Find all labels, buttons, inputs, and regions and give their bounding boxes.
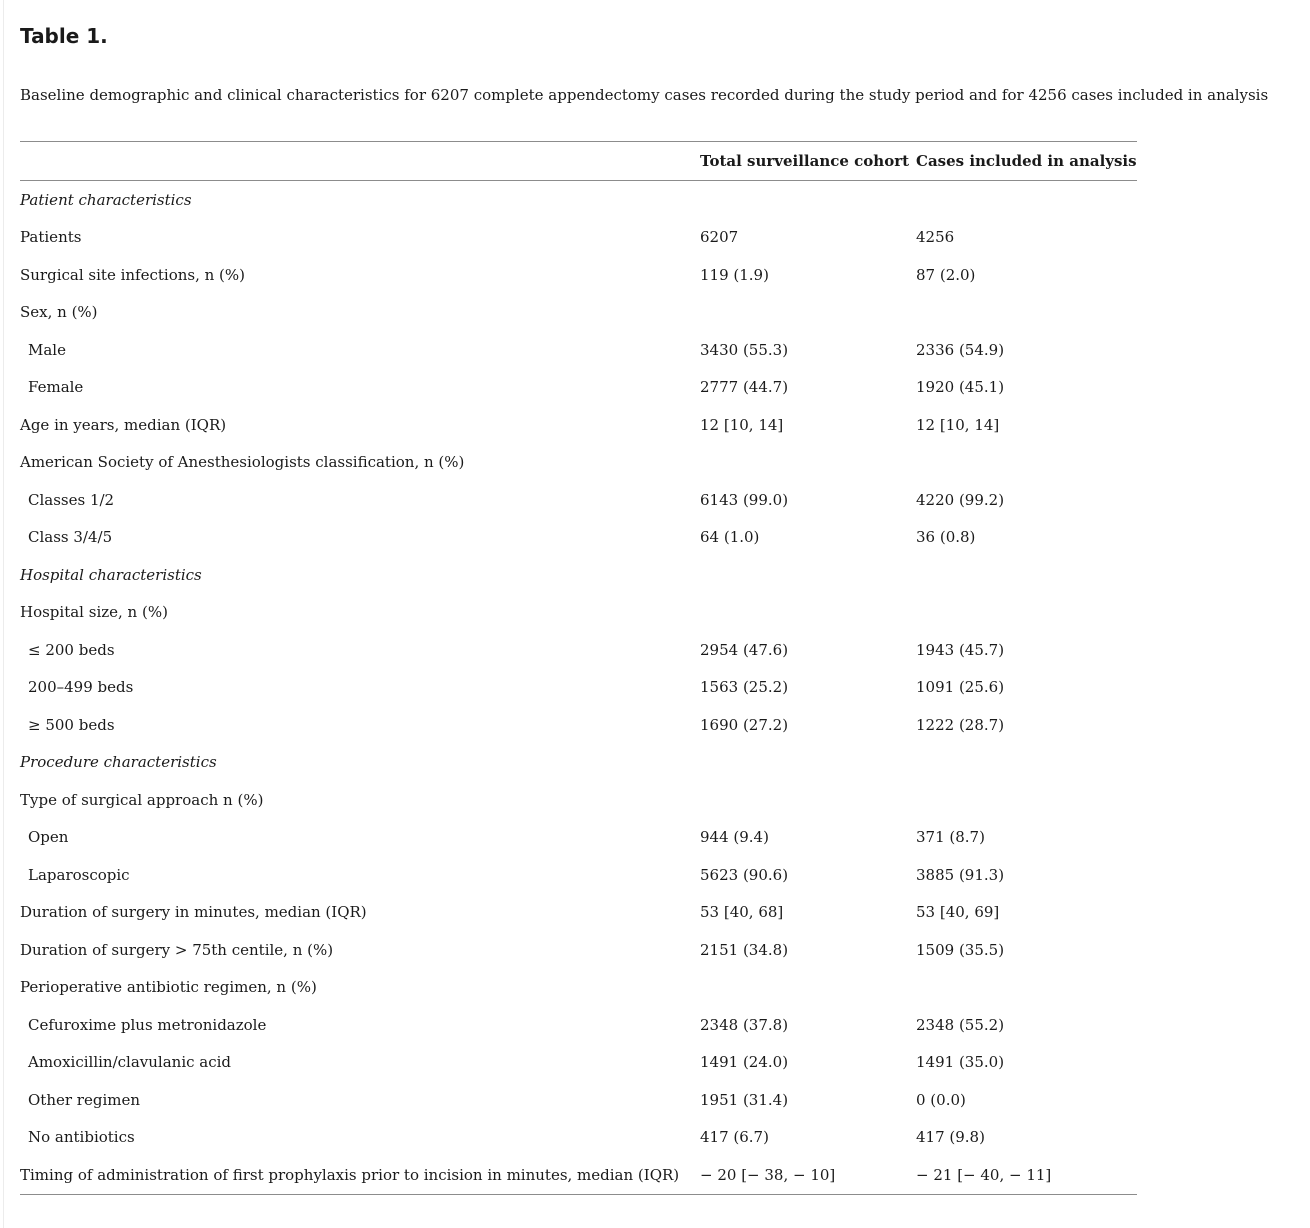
row-label: Duration of surgery in minutes, median (IQR) bbox=[20, 903, 367, 922]
header-cases-included: Cases included in analysis bbox=[916, 142, 1137, 181]
total-cohort-value: 53 [40, 68] bbox=[700, 903, 784, 922]
total-cohort-value bbox=[700, 744, 916, 782]
header-total-cohort: Total surveillance cohort bbox=[700, 142, 916, 181]
cases-included-value: 1920 (45.1) bbox=[916, 378, 1005, 397]
table-row bbox=[20, 931, 1137, 969]
row-label: Perioperative antibiotic regimen, n (%) bbox=[20, 978, 317, 997]
row-label: Amoxicillin/clavulanic acid bbox=[28, 1053, 232, 1072]
section-title: Hospital characteristics bbox=[20, 565, 202, 584]
table-row bbox=[20, 969, 1137, 1007]
page-left-border bbox=[3, 0, 4, 1228]
total-cohort-value: 119 (1.9) bbox=[700, 265, 769, 284]
row-label: 200–499 beds bbox=[28, 678, 134, 697]
row-label: No antibiotics bbox=[28, 1128, 135, 1147]
cases-included-value: 417 (9.8) bbox=[916, 1128, 985, 1147]
cases-included-value bbox=[916, 556, 1137, 594]
section-title: Patient characteristics bbox=[20, 190, 192, 209]
table-row bbox=[20, 256, 1137, 294]
table-row bbox=[20, 819, 1137, 857]
row-label: Surgical site infections, n (%) bbox=[20, 265, 246, 284]
section-header-row bbox=[20, 181, 1137, 219]
total-cohort-value: 64 (1.0) bbox=[700, 528, 760, 547]
table-row bbox=[20, 781, 1137, 819]
row-label: ≤ 200 beds bbox=[28, 640, 115, 659]
header-row bbox=[20, 142, 1137, 181]
table-row bbox=[20, 481, 1137, 519]
row-label: Type of surgical approach n (%) bbox=[20, 790, 264, 809]
total-cohort-value bbox=[700, 294, 916, 332]
row-label: Timing of administration of first prophylaxis prior to incision in minutes, median (IQR) bbox=[20, 1165, 680, 1184]
total-cohort-value bbox=[700, 594, 916, 632]
row-label: Other regimen bbox=[28, 1090, 141, 1109]
total-cohort-value: 1563 (25.2) bbox=[700, 678, 789, 697]
cases-included-value: 2348 (55.2) bbox=[916, 1015, 1005, 1034]
table-row bbox=[20, 1119, 1137, 1157]
row-label: Open bbox=[28, 828, 69, 847]
table-row bbox=[20, 519, 1137, 557]
cases-included-value: 1491 (35.0) bbox=[916, 1053, 1005, 1072]
row-label: Sex, n (%) bbox=[20, 303, 98, 322]
total-cohort-value bbox=[700, 969, 916, 1007]
table-row bbox=[20, 1081, 1137, 1119]
table-title: Table 1. bbox=[20, 24, 108, 48]
cases-included-value bbox=[916, 294, 1137, 332]
cases-included-value: 1091 (25.6) bbox=[916, 678, 1005, 697]
table-header bbox=[20, 142, 1137, 181]
row-label: American Society of Anesthesiologists classification, n (%) bbox=[20, 453, 465, 472]
section-header-row bbox=[20, 556, 1137, 594]
table-row bbox=[20, 594, 1137, 632]
cases-included-value: 1222 (28.7) bbox=[916, 715, 1005, 734]
total-cohort-value: − 20 [− 38, − 10] bbox=[700, 1165, 836, 1184]
row-label: Female bbox=[28, 378, 84, 397]
table-row bbox=[20, 331, 1137, 369]
section-header-row bbox=[20, 744, 1137, 782]
cases-included-value: 53 [40, 69] bbox=[916, 903, 1000, 922]
cases-included-value: 1943 (45.7) bbox=[916, 640, 1005, 659]
row-label: Classes 1/2 bbox=[28, 490, 115, 509]
row-label: Hospital size, n (%) bbox=[20, 603, 168, 622]
cases-included-value: 12 [10, 14] bbox=[916, 415, 1000, 434]
table-row bbox=[20, 631, 1137, 669]
cases-included-value bbox=[916, 781, 1137, 819]
cases-included-value bbox=[916, 444, 1137, 482]
cases-included-value: 371 (8.7) bbox=[916, 828, 985, 847]
cases-included-value: 4256 bbox=[916, 228, 955, 247]
table-row bbox=[20, 1044, 1137, 1082]
table-row bbox=[20, 444, 1137, 482]
cases-included-value: 87 (2.0) bbox=[916, 265, 976, 284]
total-cohort-value: 5623 (90.6) bbox=[700, 865, 789, 884]
characteristics-table bbox=[20, 141, 1137, 1195]
table-row bbox=[20, 1156, 1137, 1194]
total-cohort-value: 2151 (34.8) bbox=[700, 940, 789, 959]
row-label: Age in years, median (IQR) bbox=[20, 415, 227, 434]
table-row bbox=[20, 856, 1137, 894]
cases-included-value: 1509 (35.5) bbox=[916, 940, 1005, 959]
row-label: Class 3/4/5 bbox=[28, 528, 113, 547]
table-row bbox=[20, 1006, 1137, 1044]
row-label: Cefuroxime plus metronidazole bbox=[28, 1015, 267, 1034]
total-cohort-value bbox=[700, 444, 916, 482]
cases-included-value: 2336 (54.9) bbox=[916, 340, 1005, 359]
cases-included-value: − 21 [− 40, − 11] bbox=[916, 1165, 1052, 1184]
total-cohort-value bbox=[700, 181, 916, 219]
cases-included-value bbox=[916, 969, 1137, 1007]
total-cohort-value: 6143 (99.0) bbox=[700, 490, 789, 509]
total-cohort-value: 1690 (27.2) bbox=[700, 715, 789, 734]
cases-included-value: 4220 (99.2) bbox=[916, 490, 1005, 509]
total-cohort-value: 6207 bbox=[700, 228, 739, 247]
cases-included-value: 0 (0.0) bbox=[916, 1090, 966, 1109]
table-row bbox=[20, 219, 1137, 257]
row-label: Laparoscopic bbox=[28, 865, 130, 884]
cases-included-value: 3885 (91.3) bbox=[916, 865, 1005, 884]
total-cohort-value: 2348 (37.8) bbox=[700, 1015, 789, 1034]
row-label: Male bbox=[28, 340, 66, 359]
table-row bbox=[20, 406, 1137, 444]
cases-included-value bbox=[916, 594, 1137, 632]
section-title: Procedure characteristics bbox=[20, 753, 217, 772]
total-cohort-value bbox=[700, 556, 916, 594]
table-body bbox=[20, 181, 1137, 1195]
row-label: Patients bbox=[20, 228, 82, 247]
table-row bbox=[20, 706, 1137, 744]
total-cohort-value: 2954 (47.6) bbox=[700, 640, 789, 659]
table-row bbox=[20, 894, 1137, 932]
total-cohort-value: 1951 (31.4) bbox=[700, 1090, 789, 1109]
total-cohort-value: 417 (6.7) bbox=[700, 1128, 769, 1147]
cases-included-value bbox=[916, 744, 1137, 782]
total-cohort-value: 3430 (55.3) bbox=[700, 340, 789, 359]
cases-included-value: 36 (0.8) bbox=[916, 528, 976, 547]
total-cohort-value: 944 (9.4) bbox=[700, 828, 769, 847]
row-label: ≥ 500 beds bbox=[28, 715, 115, 734]
cases-included-value bbox=[916, 181, 1137, 219]
table-row bbox=[20, 669, 1137, 707]
table-row bbox=[20, 369, 1137, 407]
total-cohort-value: 2777 (44.7) bbox=[700, 378, 789, 397]
table-caption: Baseline demographic and clinical characteristics for 6207 complete appendectomy cases recorded during the study period and for 4256 cases included in analysis bbox=[20, 86, 1269, 104]
total-cohort-value bbox=[700, 781, 916, 819]
total-cohort-value: 12 [10, 14] bbox=[700, 415, 784, 434]
header-label-cell bbox=[20, 142, 700, 181]
total-cohort-value: 1491 (24.0) bbox=[700, 1053, 789, 1072]
table-row bbox=[20, 294, 1137, 332]
row-label: Duration of surgery > 75th centile, n (%) bbox=[20, 940, 334, 959]
